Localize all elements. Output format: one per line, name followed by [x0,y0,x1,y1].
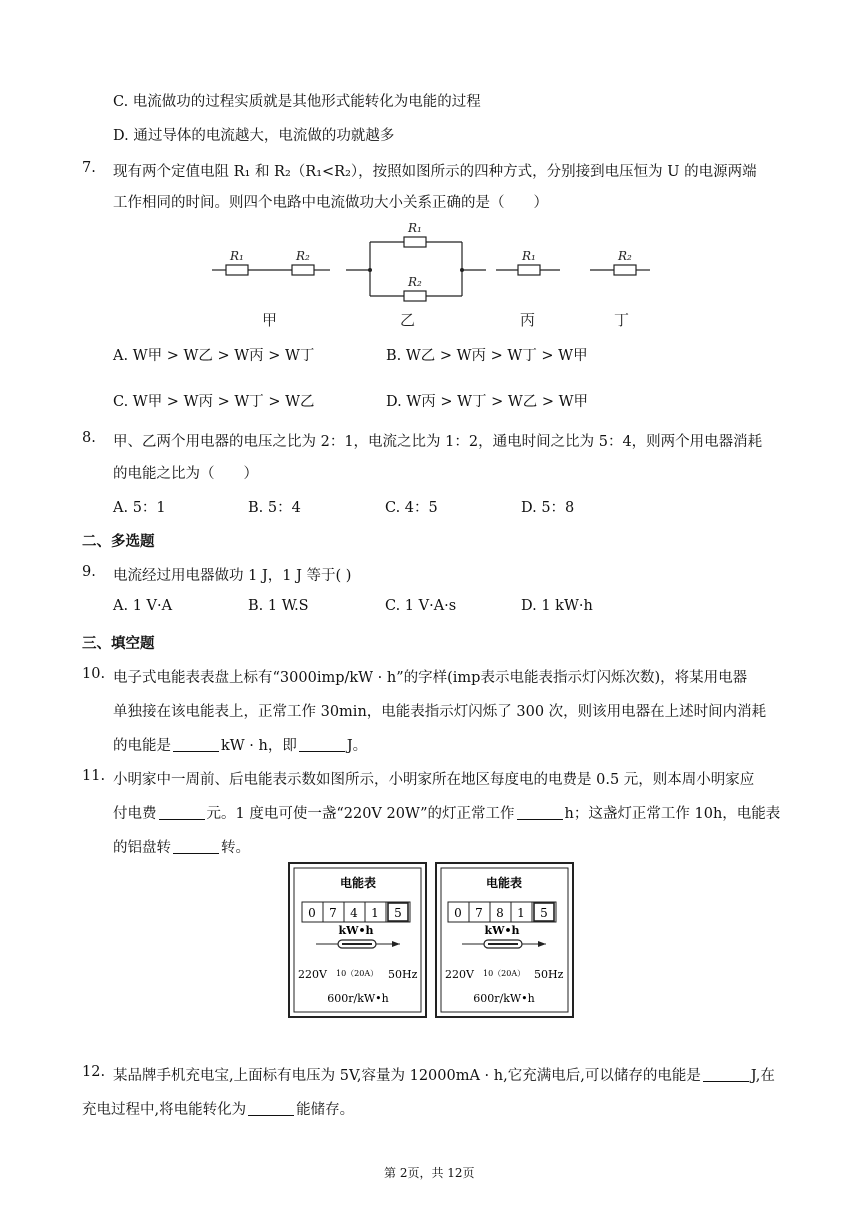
q12-number: 12. [82,1064,106,1080]
svg-text:5: 5 [394,906,402,920]
q12-blank-1[interactable] [703,1069,749,1082]
label-jia: 甲 [262,311,278,329]
ding-r2-resistor [614,265,636,275]
svg-text:10（20A）: 10（20A） [336,969,379,978]
svg-text:50Hz: 50Hz [388,968,418,981]
q11-stem-line1: 小明家中一周前、后电能表示数如图所示，小明家所在地区每度电的电费是 0.5 元，则本周小明家应 [113,772,755,788]
svg-text:50Hz: 50Hz [534,968,564,981]
svg-text:电能表: 电能表 [485,876,523,890]
bing-r1-resistor [518,265,540,275]
q10-number: 10. [82,666,106,682]
label-yi: 乙 [400,311,416,329]
q11-number: 11. [82,768,106,784]
q11-blank-3[interactable] [173,841,219,854]
svg-text:电能表: 电能表 [339,876,377,890]
q6-option-d: D. 通过导体的电流越大，电流做的功就越多 [113,128,395,144]
q8-stem-line1: 甲、乙两个用电器的电压之比为 2：1，电流之比为 1：2，通电时间之比为 5：4，则两个用电器消耗 [113,434,763,450]
label-r2-yi: R₂ [408,275,422,289]
q8-option-a: A. 5：1 [113,500,166,516]
q11-blank-1[interactable] [159,807,205,820]
label-r2-jia: R₂ [296,249,310,263]
q10-stem-line2: 单独接在该电能表上，正常工作 30min，电能表指示灯闪烁了 300 次，则该用电器在上述时间内消耗 [113,704,767,720]
svg-text:7: 7 [329,906,337,920]
label-ding: 丁 [614,311,630,329]
svg-text:4: 4 [350,906,358,920]
label-r1-jia: R₁ [230,249,244,263]
q10-blank-1[interactable] [173,739,219,752]
jia-r2-resistor [292,265,314,275]
label-r1-bing: R₁ [522,249,536,263]
svg-text:1: 1 [517,906,525,920]
circuit-diagram [200,212,660,340]
svg-text:kW•h: kW•h [484,924,520,937]
q7-number: 7. [82,160,96,176]
q8-stem-line2: 的电能之比为（ ） [113,466,258,482]
q10-blank-2[interactable] [299,739,345,752]
q10-stem-line1: 电子式电能表表盘上标有“3000imp/kW · h”的字样(imp表示电能表指示灯闪烁次数)，将某用电器 [113,670,748,686]
q12-stem-line2: 充电过程中,将电能转化为 能储存。 [82,1102,355,1118]
q9-option-c: C. 1 V·A·s [385,598,457,614]
q9-stem: 电流经过用电器做功 1 J，1 J 等于( ) [113,568,352,584]
svg-text:1: 1 [371,906,379,920]
svg-text:0: 0 [454,906,462,920]
q7-option-a: A. W甲 > W乙 > W丙 > W丁 [113,348,315,364]
q9-option-b: B. 1 W.S [248,598,309,614]
q8-number: 8. [82,430,96,446]
svg-text:7: 7 [475,906,483,920]
energy-meter-figure [288,862,574,1018]
page-footer: 第 2页，共 12页 [384,1166,475,1180]
q6-option-c: C. 电流做功的过程实质就是其他形式能转化为电能的过程 [113,94,481,110]
label-r1-yi: R₁ [408,221,422,235]
q11-blank-2[interactable] [517,807,563,820]
svg-text:5: 5 [540,906,548,920]
svg-text:kW•h: kW•h [338,924,374,937]
section-heading-fill-blank: 三、填空题 [82,636,155,652]
q7-stem-line1: 现有两个定值电阻 R₁ 和 R₂（R₁<R₂），按照如图所示的四种方式，分别接到电压恒为 U 的电源两端 [113,164,757,180]
q9-option-a: A. 1 V·A [113,598,173,614]
q8-option-c: C. 4：5 [385,500,438,516]
svg-text:8: 8 [496,906,504,920]
q7-option-d: D. W丙 > W丁 > W乙 > W甲 [386,394,589,410]
q8-option-d: D. 5：8 [521,500,575,516]
q12-stem-line1: 某品牌手机充电宝,上面标有电压为 5V,容量为 12000mA · h,它充满电后,可以储存的电能是 J,在 [113,1068,775,1084]
q10-stem-line3: 的电能是 kW · h，即 J。 [113,738,368,754]
jia-r1-resistor [226,265,248,275]
q7-stem-line2: 工作相同的时间。则四个电路中电流做功大小关系正确的是（ ） [113,195,548,211]
svg-text:600r/kW•h: 600r/kW•h [327,992,389,1005]
label-r2-ding: R₂ [618,249,632,263]
q7-option-b: B. W乙 > W丙 > W丁 > W甲 [386,348,588,364]
svg-text:600r/kW•h: 600r/kW•h [473,992,535,1005]
svg-text:220V: 220V [298,968,327,981]
meter-after [436,863,573,1017]
q11-stem-line2: 付电费 元。1 度电可使一盏“220V 20W”的灯正常工作 h；这盏灯正常工作 10h，电能表 [113,806,781,822]
section-heading-multiple-choice: 二、多选题 [82,534,155,550]
q9-number: 9. [82,564,96,580]
svg-text:0: 0 [308,906,316,920]
q9-option-d: D. 1 kW·h [521,598,593,614]
q8-option-b: B. 5：4 [248,500,301,516]
q7-option-c: C. W甲 > W丙 > W丁 > W乙 [113,394,315,410]
meter-before [289,863,426,1017]
q11-stem-line3: 的铝盘转 转。 [113,840,250,856]
label-bing: 丙 [520,311,536,329]
yi-r1-resistor [404,237,426,247]
svg-text:220V: 220V [445,968,474,981]
q12-blank-2[interactable] [248,1103,294,1116]
svg-text:10（20A）: 10（20A） [483,969,526,978]
yi-r2-resistor [404,291,426,301]
